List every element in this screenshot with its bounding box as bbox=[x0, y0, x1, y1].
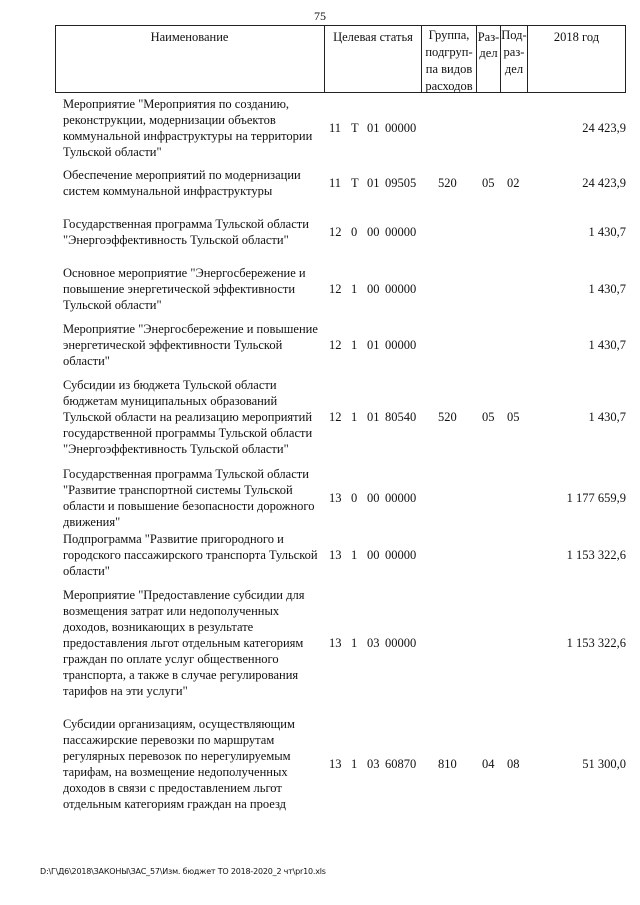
section-code: 05 bbox=[482, 176, 495, 190]
article-part-4: 00000 bbox=[385, 121, 417, 135]
article-part-2: 1 bbox=[351, 636, 358, 650]
subsection-code: 08 bbox=[507, 757, 520, 771]
article-part-1: 13 bbox=[329, 757, 342, 771]
row-name: Подпрограмма "Развитие пригородного и городского пассажирского транспорта Тульской области" bbox=[63, 532, 318, 578]
amount: 1 153 322,6 bbox=[566, 548, 626, 562]
article-part-2: 0 bbox=[351, 491, 358, 505]
header-year: 2018 год bbox=[528, 25, 626, 93]
article-part-3: 01 bbox=[367, 121, 380, 135]
amount: 1 153 322,6 bbox=[566, 636, 626, 650]
header-section: Раз-дел bbox=[477, 25, 501, 93]
row-name: Мероприятие "Предоставление субсидии для возмещения затрат или недополученных доходов, возникающих в результате предоставления льгот отдельным категориям граждан по оплате услуг общественного транспорта, а также в случае регулирования тарифов на эти услуги" bbox=[63, 588, 305, 698]
header-group: Группа, подгруп-па видов расходов bbox=[422, 25, 477, 93]
article-part-2: 1 bbox=[351, 757, 358, 771]
row-name: Мероприятие "Мероприятия по созданию, реконструкции, модернизации объектов коммунальной инфраструктуры на территории Тульской области" bbox=[63, 97, 313, 159]
article-part-1: 13 bbox=[329, 491, 342, 505]
amount: 24 423,9 bbox=[582, 121, 626, 135]
article-part-2: 1 bbox=[351, 282, 358, 296]
article-part-2: 1 bbox=[351, 410, 358, 424]
article-part-2: 0 bbox=[351, 225, 358, 239]
article-part-3: 01 bbox=[367, 176, 380, 190]
table-header bbox=[55, 25, 626, 93]
row-name: Обеспечение мероприятий по модернизации систем коммунальной инфраструктуры bbox=[63, 168, 301, 198]
article-part-1: 13 bbox=[329, 548, 342, 562]
header-article: Целевая статья bbox=[325, 25, 422, 93]
section-code: 05 bbox=[482, 410, 495, 424]
article-part-3: 00 bbox=[367, 282, 380, 296]
article-part-2: Т bbox=[351, 121, 359, 135]
article-part-2: 1 bbox=[351, 548, 358, 562]
header-subsection: Под-раз-дел bbox=[501, 25, 528, 93]
article-part-1: 12 bbox=[329, 410, 342, 424]
article-part-2: Т bbox=[351, 176, 359, 190]
page-number: 75 bbox=[314, 9, 326, 23]
article-part-1: 11 bbox=[329, 121, 342, 135]
row-name: Государственная программа Тульской области "Энергоэффективность Тульской области" bbox=[63, 217, 309, 247]
article-part-1: 12 bbox=[329, 282, 342, 296]
article-part-4: 60870 bbox=[385, 757, 417, 771]
article-part-3: 00 bbox=[367, 548, 380, 562]
file-path-footer: D:\Г\Д6\2018\ЗАКОНЫ\ЗАС_57\Изм. бюджет ТО 2018-2020_2 чт\pr10.xls bbox=[40, 867, 326, 876]
row-name: Государственная программа Тульской области "Развитие транспортной системы Тульской области и повышение безопасности дорожного движения" bbox=[63, 467, 315, 529]
section-code: 04 bbox=[482, 757, 495, 771]
article-part-4: 00000 bbox=[385, 491, 417, 505]
article-part-3: 01 bbox=[367, 338, 380, 352]
subsection-code: 02 bbox=[507, 176, 520, 190]
article-part-1: 12 bbox=[329, 225, 342, 239]
amount: 24 423,9 bbox=[582, 176, 626, 190]
article-part-4: 80540 bbox=[385, 410, 417, 424]
amount: 1 430,7 bbox=[588, 225, 626, 239]
group-code: 810 bbox=[438, 757, 457, 771]
article-part-3: 03 bbox=[367, 757, 380, 771]
amount: 1 430,7 bbox=[588, 338, 626, 352]
article-part-4: 00000 bbox=[385, 548, 417, 562]
row-name: Субсидии из бюджета Тульской области бюджетам муниципальных образований Тульской области на реализацию мероприятий государственной программы Тульской области "Энергоэффективность Тульской области" bbox=[63, 378, 313, 456]
group-code: 520 bbox=[438, 176, 457, 190]
row-name: Субсидии организациям, осуществляющим пассажирские перевозки по маршрутам регулярных перевозок по нерегулируемым тарифам, на возмещение недополученных доходов в связи с предоставлением льгот отдельным категориям граждан на проезд bbox=[63, 717, 295, 811]
header-name: Наименование bbox=[55, 25, 325, 93]
article-part-3: 01 bbox=[367, 410, 380, 424]
article-part-2: 1 bbox=[351, 338, 358, 352]
article-part-3: 00 bbox=[367, 225, 380, 239]
article-part-4: 09505 bbox=[385, 176, 417, 190]
amount: 1 430,7 bbox=[588, 282, 626, 296]
subsection-code: 05 bbox=[507, 410, 520, 424]
row-name: Основное мероприятие "Энергосбережение и повышение энергетической эффективности Тульской области" bbox=[63, 266, 306, 312]
article-part-1: 12 bbox=[329, 338, 342, 352]
article-part-4: 00000 bbox=[385, 225, 417, 239]
amount: 51 300,0 bbox=[582, 757, 626, 771]
article-part-1: 13 bbox=[329, 636, 342, 650]
row-name: Мероприятие "Энергосбережение и повышение энергетической эффективности Тульской области" bbox=[63, 322, 318, 368]
amount: 1 177 659,9 bbox=[566, 491, 626, 505]
article-part-4: 00000 bbox=[385, 338, 417, 352]
amount: 1 430,7 bbox=[588, 410, 626, 424]
article-part-4: 00000 bbox=[385, 282, 417, 296]
article-part-3: 00 bbox=[367, 491, 380, 505]
group-code: 520 bbox=[438, 410, 457, 424]
article-part-3: 03 bbox=[367, 636, 380, 650]
article-part-4: 00000 bbox=[385, 636, 417, 650]
article-part-1: 11 bbox=[329, 176, 342, 190]
